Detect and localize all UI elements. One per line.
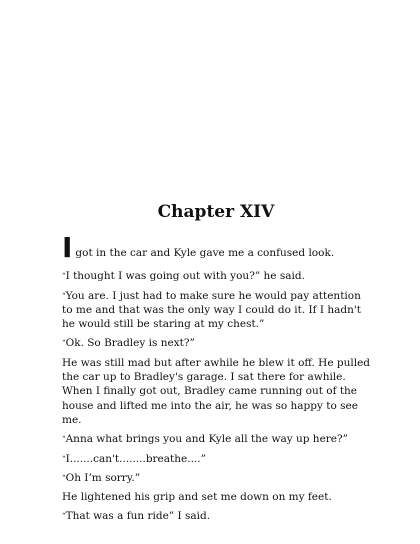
- opening-quote-mark: “: [62, 339, 66, 348]
- paragraph-text: He was still mad but after awhile he blew it off. He pulled the car up to Bradley's garage. I sat there for awhile. When I finally got out, Bradley came running out of the house and lifted me into the air, he was so happy to see me.: [62, 356, 371, 426]
- paragraph-text: Anna what brings you and Kyle all the way up here?”: [65, 433, 349, 446]
- paragraph-text: You are. I just had to make sure he would pay attention to me and that was the only way I could do it. If I hadn't he would still be staring at my chest.”: [62, 289, 361, 331]
- paragraph-2: [62, 269, 372, 283]
- drop-cap: I: [62, 231, 73, 264]
- paragraph-text: He lightened his grip and set me down on my feet.: [62, 491, 332, 504]
- paragraph-text: I.......can't........breathe....”: [65, 452, 206, 465]
- chapter-body: [62, 231, 372, 529]
- opening-quote-mark: “: [62, 291, 66, 300]
- opening-quote-mark: “: [62, 512, 66, 521]
- opening-quote-mark: “: [62, 454, 66, 463]
- paragraph-1: [62, 231, 372, 264]
- paragraph-7: [62, 452, 372, 466]
- opening-quote-mark: “: [62, 272, 66, 281]
- paragraph-8: [62, 471, 372, 485]
- paragraph-text: Oh I’m sorry.”: [65, 471, 141, 484]
- opening-quote-mark: “: [62, 435, 66, 444]
- paragraph-text: I thought I was going out with you?” he said.: [65, 270, 305, 283]
- paragraph-3: [62, 289, 372, 332]
- opening-quote-mark: “: [62, 473, 66, 482]
- paragraph-text: That was a fun ride” I said.: [65, 510, 211, 523]
- paragraph-10: [62, 509, 372, 523]
- paragraph-6: [62, 432, 372, 446]
- paragraph-5: [62, 356, 372, 427]
- paragraph-4: [62, 336, 372, 350]
- paragraph-9: [62, 490, 372, 504]
- paragraph-text: Ok. So Bradley is next?”: [65, 337, 195, 350]
- chapter-title: Chapter XIV: [157, 202, 275, 222]
- paragraph-text: got in the car and Kyle gave me a confused look.: [75, 247, 335, 259]
